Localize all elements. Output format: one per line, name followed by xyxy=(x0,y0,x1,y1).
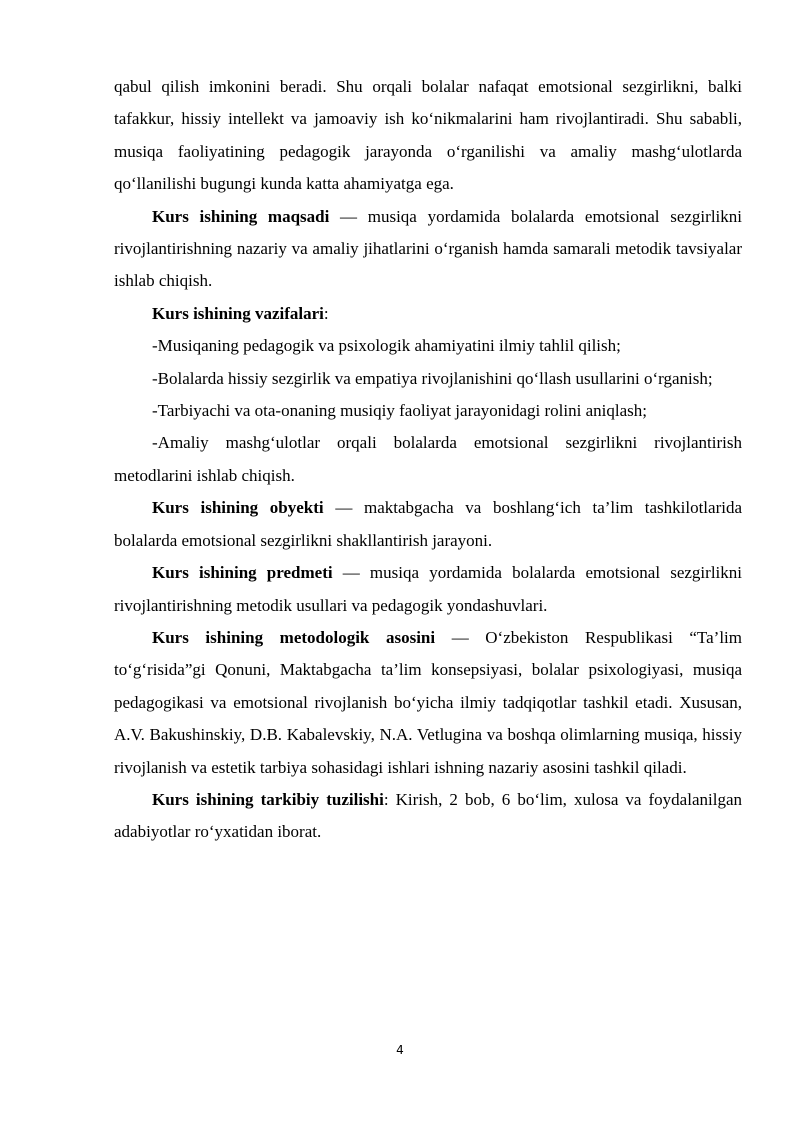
object-label: Kurs ishining obyekti xyxy=(152,498,324,518)
intro-paragraph: qabul qilish imkonini beradi. Shu orqali bolalar nafaqat emotsional sezgirlikni, balki tafakkur, hissiy intellekt va jamoaviy ish ko‘nikmalarini ham rivojlantiradi. Shu sababli, musiqa faoliyatining pedagogik jarayonda o‘rganilishi va amaliy mashg‘ulotlarda qo‘llanilishi bugungi kunda katta ahamiyatga ega. xyxy=(114,77,742,194)
task-item: -Bolalarda hissiy sezgirlik va empatiya rivojlanishini qo‘llash usullarini o‘rganish; xyxy=(152,368,713,388)
task-item: -Tarbiyachi va ota-onaning musiqiy faoliyat jarayonidagi rolini aniqlash; xyxy=(152,401,647,421)
object-paragraph xyxy=(114,492,742,557)
object-text: — maktabgacha va boshlang‘ich ta’lim tashkilotlarida bolalarda emotsional sezgirlikni shakllantirish jarayoni. xyxy=(114,498,743,550)
methodology-paragraph xyxy=(114,622,742,784)
goal-text: — musiqa yordamida bolalarda emotsional sezgirlikni rivojlantirishning nazariy va amaliy jihatlarini o‘rganish hamda samarali metodik tavsiyalar ishlab chiqish. xyxy=(114,206,742,291)
goal-paragraph xyxy=(114,201,742,298)
methodology-text: — O‘zbekiston Respublikasi “Ta’lim to‘g‘risida”gi Qonuni, Maktabgacha ta’lim konsepsiyasi, bolalar psixologiyasi, musiqa pedagogikasi va emotsional rivojlanish bo‘yicha ilmiy tadqiqotlar tashkil etadi. Xususan, A.V. Bakushinskiy, D.B. Kabalevskiy, N.A. Vetlugina va boshqa olimlarning musiqa, hissiy rivojlanish va estetik tarbiya sohasidagi ishlari ishning nazariy asosini tashkil qiladi. xyxy=(114,627,742,777)
task-item: -Amaliy mashg‘ulotlar orqali bolalarda emotsional sezgirlikni rivojlantirish metodlarini ishlab chiqish. xyxy=(114,433,742,485)
subject-label: Kurs ishining predmeti xyxy=(152,563,333,583)
structure-label: Kurs ishining tarkibiy tuzilishi xyxy=(152,789,384,809)
tasks-label: Kurs ishining vazifalari xyxy=(152,303,324,323)
subject-paragraph xyxy=(114,557,742,622)
goal-label: Kurs ishining maqsadi xyxy=(152,206,330,226)
subject-text: — musiqa yordamida bolalarda emotsional sezgirlikni rivojlantirishning metodik usullari va pedagogik yondashuvlari. xyxy=(114,563,742,615)
structure-text: : Kirish, 2 bob, 6 bo‘lim, xulosa va foydalanilgan adabiyotlar ro‘yxatidan iborat. xyxy=(114,789,742,842)
page-number: 4 xyxy=(396,1043,404,1057)
task-item: -Musiqaning pedagogik va psixologik ahamiyatini ilmiy tahlil qilish; xyxy=(152,336,621,356)
methodology-label: Kurs ishining metodologik asosini xyxy=(152,627,436,647)
document-body xyxy=(114,71,742,849)
tasks-heading xyxy=(114,298,742,330)
tasks-colon: : xyxy=(323,303,329,323)
structure-paragraph xyxy=(114,784,742,849)
